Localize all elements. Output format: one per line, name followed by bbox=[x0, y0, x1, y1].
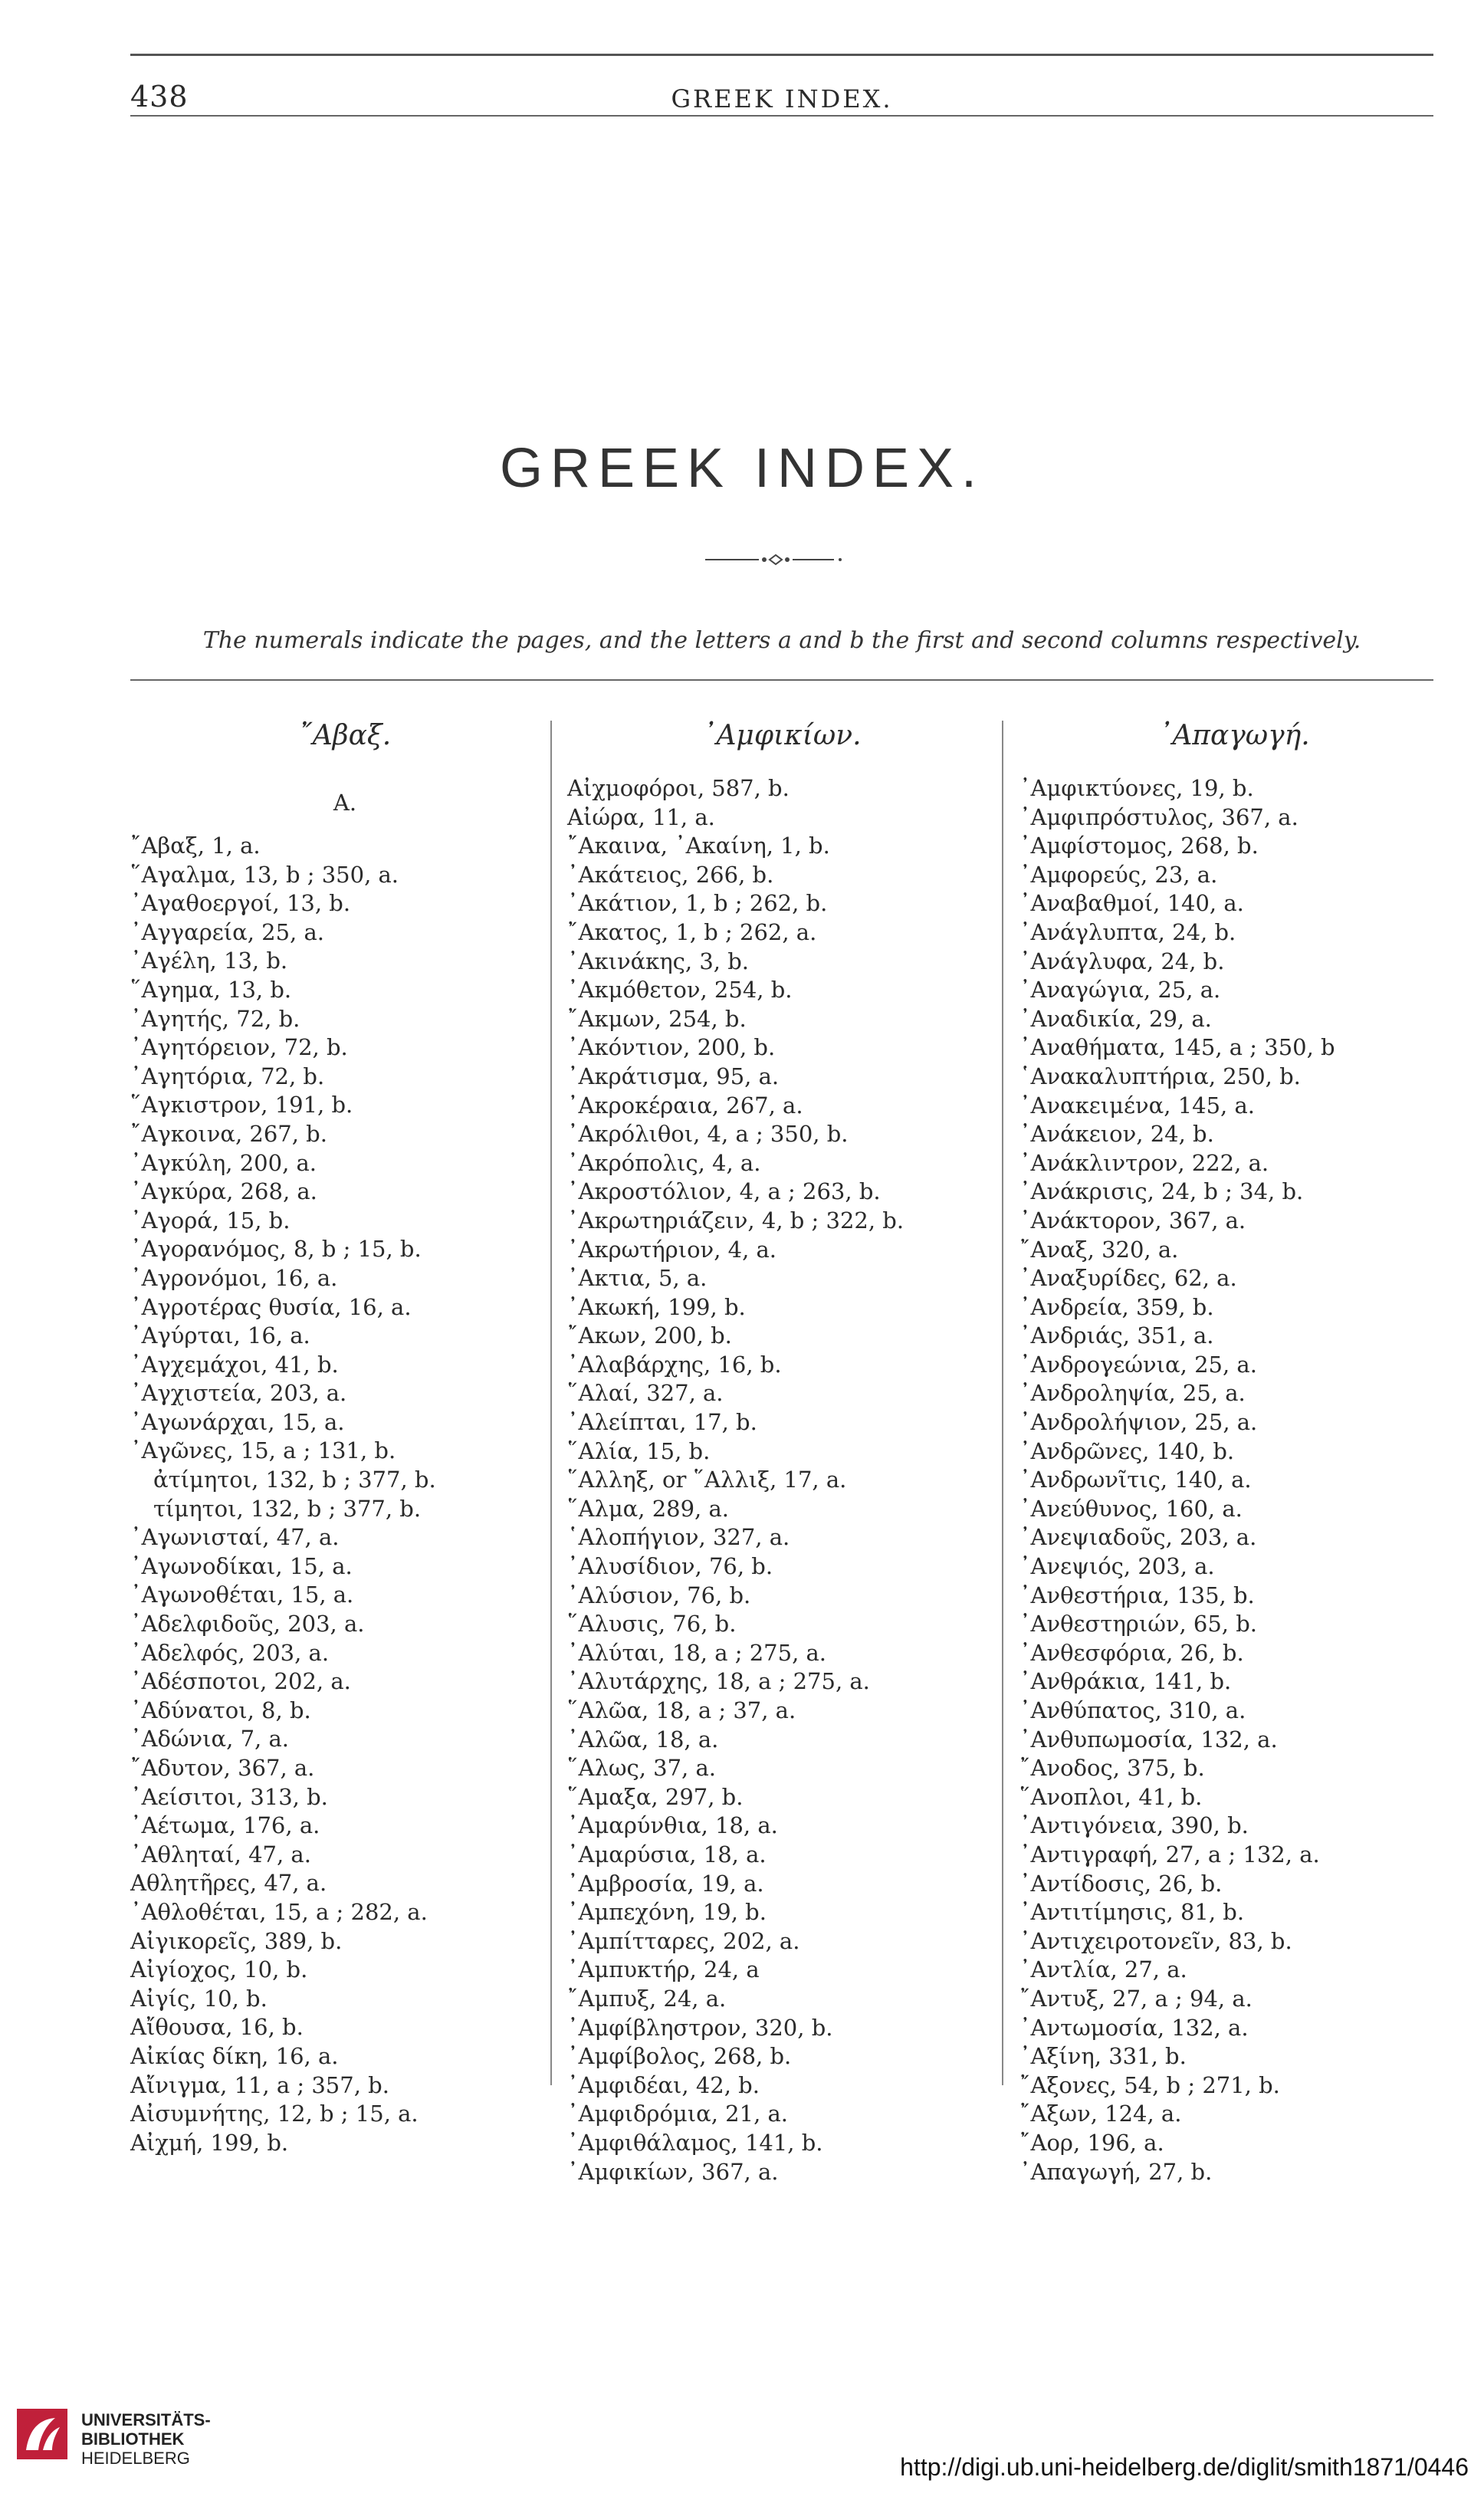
index-entry: Αἰγίοχος, 10, b. bbox=[130, 1956, 308, 1983]
page-number: 438 bbox=[130, 80, 189, 113]
index-entry: ῎Αξων, 124, a. bbox=[1019, 2101, 1182, 2127]
index-entry: ᾿Ακμόθετον, 254, b. bbox=[567, 977, 793, 1004]
index-entry: ᾿Αδέσποτοι, 202, a. bbox=[130, 1668, 351, 1695]
index-entry: ῎Ακαινα, ᾿Ακαίνη, 1, b. bbox=[567, 833, 830, 859]
index-entry: ᾿Ανδρολήψιον, 25, a. bbox=[1019, 1409, 1258, 1436]
index-entry: ᾿Αλυσίδιον, 76, b. bbox=[567, 1553, 773, 1580]
index-entry: ᾿Αμαρύνθια, 18, a. bbox=[567, 1812, 778, 1839]
index-column-3 bbox=[1019, 721, 1449, 2186]
index-entry: ᾿Αμφιδρόμια, 21, a. bbox=[567, 2101, 789, 2127]
index-entry: ᾿Ακάτειος, 266, b. bbox=[567, 861, 774, 888]
index-entry: ᾿Ανάγλυπτα, 24, b. bbox=[1019, 918, 1236, 945]
top-rule bbox=[130, 54, 1433, 56]
index-entry: ῎Αβαξ, 1, a. bbox=[130, 833, 261, 859]
index-entry: ᾿Αγαθοεργοί, 13, b. bbox=[130, 890, 351, 917]
explanatory-note: The numerals indicate the pages, and the letters a and b the first and second columns respectively. bbox=[202, 627, 1361, 654]
section-letter: A. bbox=[333, 790, 357, 816]
index-entry: ᾿Αντιγραφή, 27, a ; 132, a. bbox=[1019, 1841, 1320, 1868]
index-entry: ᾿Ακρωτηριάζειν, 4, b ; 322, b. bbox=[567, 1207, 905, 1234]
index-entry: ᾿Αλύται, 18, a ; 275, a. bbox=[567, 1639, 827, 1666]
column-heading: ῎Αβαξ. bbox=[298, 720, 392, 751]
index-entry: ᾿Ανάγλυφα, 24, b. bbox=[1019, 948, 1225, 974]
index-column-1 bbox=[130, 721, 560, 2157]
index-entry: Αἴθουσα, 16, b. bbox=[130, 2014, 304, 2041]
index-entry: ῎Ακων, 200, b. bbox=[567, 1322, 732, 1349]
index-entry: Αἰχμοφόροι, 587, b. bbox=[567, 775, 790, 801]
index-entry: ῎Ακατος, 1, b ; 262, a. bbox=[567, 918, 817, 945]
index-entry: ᾿Ακινάκης, 3, b. bbox=[567, 948, 749, 974]
library-name bbox=[81, 2410, 211, 2468]
index-entry: ῞Αλμα, 289, a. bbox=[567, 1495, 729, 1522]
index-entry: τίμητοι, 132, b ; 377, b. bbox=[153, 1495, 422, 1522]
index-entry: ᾿Αγέλη, 13, b. bbox=[130, 948, 288, 974]
index-entry: ᾿Ανδριάς, 351, a. bbox=[1019, 1322, 1214, 1349]
index-entry: Αἴνιγμα, 11, a ; 357, b. bbox=[130, 2071, 389, 2098]
library-logo[interactable] bbox=[15, 2407, 211, 2492]
index-entry: ᾿Ανάκρισις, 24, b ; 34, b. bbox=[1019, 1178, 1304, 1205]
index-entry: ᾿Ακρόπολις, 4, a. bbox=[567, 1149, 761, 1176]
index-entry: ῞Αγημα, 13, b. bbox=[130, 976, 292, 1003]
index-entry: ῾Αλοπήγιον, 327, a. bbox=[567, 1524, 790, 1551]
index-entry: ᾿Ακτια, 5, a. bbox=[567, 1265, 708, 1292]
index-entry: ᾿Αμπεχόνη, 19, b. bbox=[567, 1899, 767, 1926]
index-entry: ᾿Ανδρεία, 359, b. bbox=[1019, 1293, 1214, 1320]
index-entry: ᾿Αγροτέρας θυσία, 16, a. bbox=[130, 1293, 412, 1320]
index-entry: ᾿Αγρονόμοι, 16, a. bbox=[130, 1264, 338, 1291]
index-entry: ᾿Ανεύθυνος, 160, a. bbox=[1019, 1495, 1243, 1522]
index-entry: ῞Αλία, 15, b. bbox=[567, 1437, 711, 1464]
index-entry: ῞Αλυσις, 76, b. bbox=[567, 1611, 737, 1638]
index-entry: ᾿Ανάκειον, 24, b. bbox=[1019, 1121, 1214, 1148]
index-entry: ᾿Αναδικία, 29, a. bbox=[1019, 1005, 1212, 1032]
index-entry: Αἰγίς, 10, b. bbox=[130, 1985, 268, 2012]
index-entry: ᾿Αμφικίων, 367, a. bbox=[567, 2158, 779, 2185]
index-entry: ῞Αλληξ, or ῞Αλλιξ, 17, a. bbox=[567, 1467, 847, 1493]
index-entry: ῎Ακμων, 254, b. bbox=[567, 1005, 747, 1032]
index-entry: ᾿Απαγωγή, 27, b. bbox=[1019, 2158, 1213, 2185]
index-entry: ῞Αμαξα, 297, b. bbox=[567, 1783, 744, 1810]
index-entry: ᾿Ανδροληψία, 25, a. bbox=[1019, 1380, 1246, 1407]
index-entry: ᾿Αμπυκτήρ, 24, a bbox=[567, 1956, 760, 1983]
index-entry: ᾿Αέτωμα, 176, a. bbox=[130, 1812, 320, 1839]
index-entry: ᾿Ακόντιον, 200, b. bbox=[567, 1034, 776, 1061]
column-heading: ᾿Απαγωγή. bbox=[1158, 720, 1310, 751]
index-entry: ᾿Αδελφιδοῦς, 203, a. bbox=[130, 1611, 365, 1638]
index-entry: Αἰσυμνήτης, 12, b ; 15, a. bbox=[130, 2101, 419, 2127]
index-entry: Αἰώρα, 11, a. bbox=[567, 803, 715, 830]
index-entry: ᾿Αναθήματα, 145, a ; 350, b bbox=[1019, 1034, 1335, 1061]
index-entry: ᾿Αντιγόνεια, 390, b. bbox=[1019, 1812, 1249, 1839]
columns-rule bbox=[130, 679, 1433, 681]
index-entry: ῞Αγαλμα, 13, b ; 350, a. bbox=[130, 861, 399, 888]
index-entry: ῎Αγκοινα, 267, b. bbox=[130, 1120, 327, 1147]
index-entry: ᾿Αντλία, 27, a. bbox=[1019, 1956, 1187, 1983]
index-entry: ᾿Αμφίβολος, 268, b. bbox=[567, 2043, 792, 2070]
index-entry: ᾿Αμβροσία, 19, a. bbox=[567, 1870, 764, 1897]
index-entry: ᾿Ανθεστηριών, 65, b. bbox=[1019, 1611, 1258, 1638]
index-entry: ᾿Αντιχειροτονεῖν, 83, b. bbox=[1019, 1927, 1292, 1954]
index-entry: ᾿Ανακειμένα, 145, a. bbox=[1019, 1092, 1255, 1119]
index-entry: Αἰχμή, 199, b. bbox=[130, 2129, 289, 2156]
index-entry: ᾿Αγκύρα, 268, a. bbox=[130, 1178, 317, 1205]
index-entry: ᾿Αλύσιον, 76, b. bbox=[567, 1582, 751, 1608]
index-entry: ᾿Αγορά, 15, b. bbox=[130, 1207, 291, 1234]
index-entry: ᾿Αγγαρεία, 25, a. bbox=[130, 918, 324, 945]
index-entry: ᾿Αμφίστομος, 268, b. bbox=[1019, 833, 1259, 859]
running-title: GREEK INDEX. bbox=[671, 84, 893, 113]
index-entry: ᾿Αλῶα, 18, a. bbox=[567, 1726, 719, 1753]
index-entry: ᾿Ανδρῶνες, 140, b. bbox=[1019, 1437, 1235, 1464]
index-entry: ᾿Αγητόρια, 72, b. bbox=[130, 1063, 325, 1089]
index-entry: ᾿Αμφικτύονες, 19, b. bbox=[1019, 775, 1254, 801]
index-entry: ᾿Ανεψιαδοῦς, 203, a. bbox=[1019, 1524, 1257, 1551]
entry-list bbox=[567, 774, 996, 2186]
index-entry: ῎Αναξ, 320, a. bbox=[1019, 1236, 1179, 1263]
index-entry: ᾿Αθλοθέται, 15, a ; 282, a. bbox=[130, 1898, 428, 1925]
index-entry: ᾿Αείσιτοι, 313, b. bbox=[130, 1783, 328, 1810]
index-entry: ῞Αλῶα, 18, a ; 37, a. bbox=[567, 1697, 796, 1723]
index-entry: ᾿Αδύνατοι, 8, b. bbox=[130, 1697, 311, 1723]
index-entry: ᾿Αδελφός, 203, a. bbox=[130, 1639, 330, 1666]
index-entry: ᾿Αγκύλη, 200, a. bbox=[130, 1149, 317, 1176]
index-entry: ῞Ανοπλοι, 41, b. bbox=[1019, 1783, 1203, 1810]
index-entry: ᾿Αλαβάρχης, 16, b. bbox=[567, 1351, 782, 1378]
entry-list bbox=[1019, 774, 1449, 2186]
index-entry: ᾿Αμπίτταρες, 202, a. bbox=[567, 1927, 800, 1954]
index-entry: ᾿Αδώνια, 7, a. bbox=[130, 1726, 289, 1753]
index-entry: ᾿Αθληταί, 47, a. bbox=[130, 1841, 311, 1868]
index-entry: Αἰγικορεῖς, 389, b. bbox=[130, 1927, 343, 1954]
index-entry: ᾿Αναξυρίδες, 62, a. bbox=[1019, 1265, 1237, 1292]
index-entry: ᾿Αγχιστεία, 203, a. bbox=[130, 1380, 347, 1407]
index-entry: ᾿Αναβαθμοί, 140, a. bbox=[1019, 890, 1244, 917]
index-entry: ᾿Ανδρογεώνια, 25, a. bbox=[1019, 1351, 1257, 1378]
index-entry: ᾿Αγητόρειον, 72, b. bbox=[130, 1034, 348, 1061]
running-header bbox=[130, 80, 1433, 118]
index-entry: ῞Αγκιστρον, 191, b. bbox=[130, 1092, 353, 1119]
index-entry: ῞Αλαί, 327, a. bbox=[567, 1380, 724, 1407]
entry-list bbox=[130, 832, 560, 2157]
index-entry: ᾿Αμαρύσια, 18, a. bbox=[567, 1841, 767, 1868]
library-name-line: UNIVERSITÄTS- bbox=[81, 2410, 211, 2429]
index-entry: ᾿Αλείπται, 17, b. bbox=[567, 1409, 757, 1436]
index-entry: ᾿Ανεψιός, 203, a. bbox=[1019, 1553, 1215, 1580]
index-entry: ᾿Ανθεστήρια, 135, b. bbox=[1019, 1582, 1255, 1608]
index-entry: ᾿Αγορανόμος, 8, b ; 15, b. bbox=[130, 1236, 422, 1263]
index-entry: ᾿Αγωνάρχαι, 15, a. bbox=[130, 1408, 345, 1435]
index-entry: ἀτίμητοι, 132, b ; 377, b. bbox=[153, 1467, 436, 1493]
index-entry: ᾿Αμφορεύς, 23, a. bbox=[1019, 861, 1218, 888]
index-entry: ῎Ανοδος, 375, b. bbox=[1019, 1755, 1205, 1782]
index-entry: ᾿Αγωνοθέται, 15, a. bbox=[130, 1582, 354, 1608]
index-entry: ᾿Αμφιδέαι, 42, b. bbox=[567, 2071, 760, 2098]
index-entry: ᾿Ανάκτορον, 367, a. bbox=[1019, 1207, 1246, 1234]
index-entry: ῞Αλως, 37, a. bbox=[567, 1755, 716, 1782]
source-url-link[interactable]: http://digi.ub.uni-heidelberg.de/diglit/smith1871/0446 bbox=[900, 2453, 1469, 2481]
index-entry: ᾿Αγχεμάχοι, 41, b. bbox=[130, 1351, 339, 1378]
index-entry: ᾿Ακροκέραια, 267, a. bbox=[567, 1092, 803, 1119]
header-rule bbox=[130, 115, 1433, 117]
index-entry: ᾿Αλυτάρχης, 18, a ; 275, a. bbox=[567, 1668, 870, 1695]
index-entry: ᾿Ακωκή, 199, b. bbox=[567, 1293, 746, 1320]
index-entry: ῎Αδυτον, 367, a. bbox=[130, 1755, 315, 1781]
index-entry: ῾Ανακαλυπτήρια, 250, b. bbox=[1019, 1063, 1301, 1089]
index-entry: ᾿Αμφιθάλαμος, 141, b. bbox=[567, 2129, 823, 2156]
index-entry: ῎Αμπυξ, 24, a. bbox=[567, 1985, 727, 2012]
index-entry: ᾿Αμφίβληστρον, 320, b. bbox=[567, 2014, 833, 2041]
ornament-divider bbox=[705, 552, 843, 567]
index-entry: ᾿Αγητής, 72, b. bbox=[130, 1005, 300, 1032]
index-entry: ᾿Ακροστόλιον, 4, a ; 263, b. bbox=[567, 1178, 881, 1205]
index-entry: ᾿Ανθυπωμοσία, 132, a. bbox=[1019, 1726, 1278, 1753]
index-column-2 bbox=[567, 721, 996, 2186]
index-entry: Αἰκίας δίκη, 16, a. bbox=[130, 2042, 339, 2069]
index-entry: ᾿Αντιτίμησις, 81, b. bbox=[1019, 1899, 1245, 1926]
index-entry: ῎Αντυξ, 27, a ; 94, a. bbox=[1019, 1985, 1253, 2012]
index-entry: ᾿Ακρωτήριον, 4, a. bbox=[567, 1236, 777, 1263]
index-entry: ᾿Αγῶνες, 15, a ; 131, b. bbox=[130, 1437, 396, 1464]
index-entry: ᾿Ανάκλιντρον, 222, a. bbox=[1019, 1149, 1269, 1176]
library-seal-icon bbox=[15, 2407, 69, 2461]
index-entry: Αθλητῆρες, 47, a. bbox=[130, 1870, 327, 1897]
index-entry: ῎Αορ, 196, a. bbox=[1019, 2129, 1164, 2156]
index-entry: ᾿Ανδρωνῖτις, 140, a. bbox=[1019, 1467, 1252, 1493]
index-entry: ᾿Ακρόλιθοι, 4, a ; 350, b. bbox=[567, 1121, 849, 1148]
index-entry: ᾿Αναγώγια, 25, a. bbox=[1019, 977, 1221, 1004]
index-entry: ᾿Ανθράκια, 141, b. bbox=[1019, 1668, 1232, 1695]
index-entry: ᾿Αντίδοσις, 26, b. bbox=[1019, 1870, 1223, 1897]
column-separator bbox=[1002, 721, 1003, 2085]
index-entry: ᾿Ακάτιον, 1, b ; 262, b. bbox=[567, 890, 828, 917]
index-entry: ᾿Αγύρται, 16, a. bbox=[130, 1322, 310, 1349]
index-entry: ᾿Αμφιπρόστυλος, 367, a. bbox=[1019, 803, 1298, 830]
page-title: GREEK INDEX. bbox=[499, 438, 985, 499]
index-entry: ᾿Ανθύπατος, 310, a. bbox=[1019, 1697, 1246, 1723]
index-entry: ᾿Αγωνοδίκαι, 15, a. bbox=[130, 1552, 353, 1579]
index-entry: ᾿Ακράτισμα, 95, a. bbox=[567, 1063, 780, 1089]
index-entry: ᾿Ανθεσφόρια, 26, b. bbox=[1019, 1639, 1244, 1666]
index-entry: ᾿Αντωμοσία, 132, a. bbox=[1019, 2014, 1249, 2041]
index-entry: ᾿Αγωνισταί, 47, a. bbox=[130, 1524, 340, 1551]
library-name-line: BIBLIOTHEK bbox=[81, 2429, 185, 2449]
index-entry: ῎Αξονες, 54, b ; 271, b. bbox=[1019, 2071, 1280, 2098]
library-name-line: HEIDELBERG bbox=[81, 2449, 190, 2468]
column-heading: ᾿Αμφικίων. bbox=[702, 720, 862, 751]
index-entry: ᾿Αξίνη, 331, b. bbox=[1019, 2043, 1187, 2070]
